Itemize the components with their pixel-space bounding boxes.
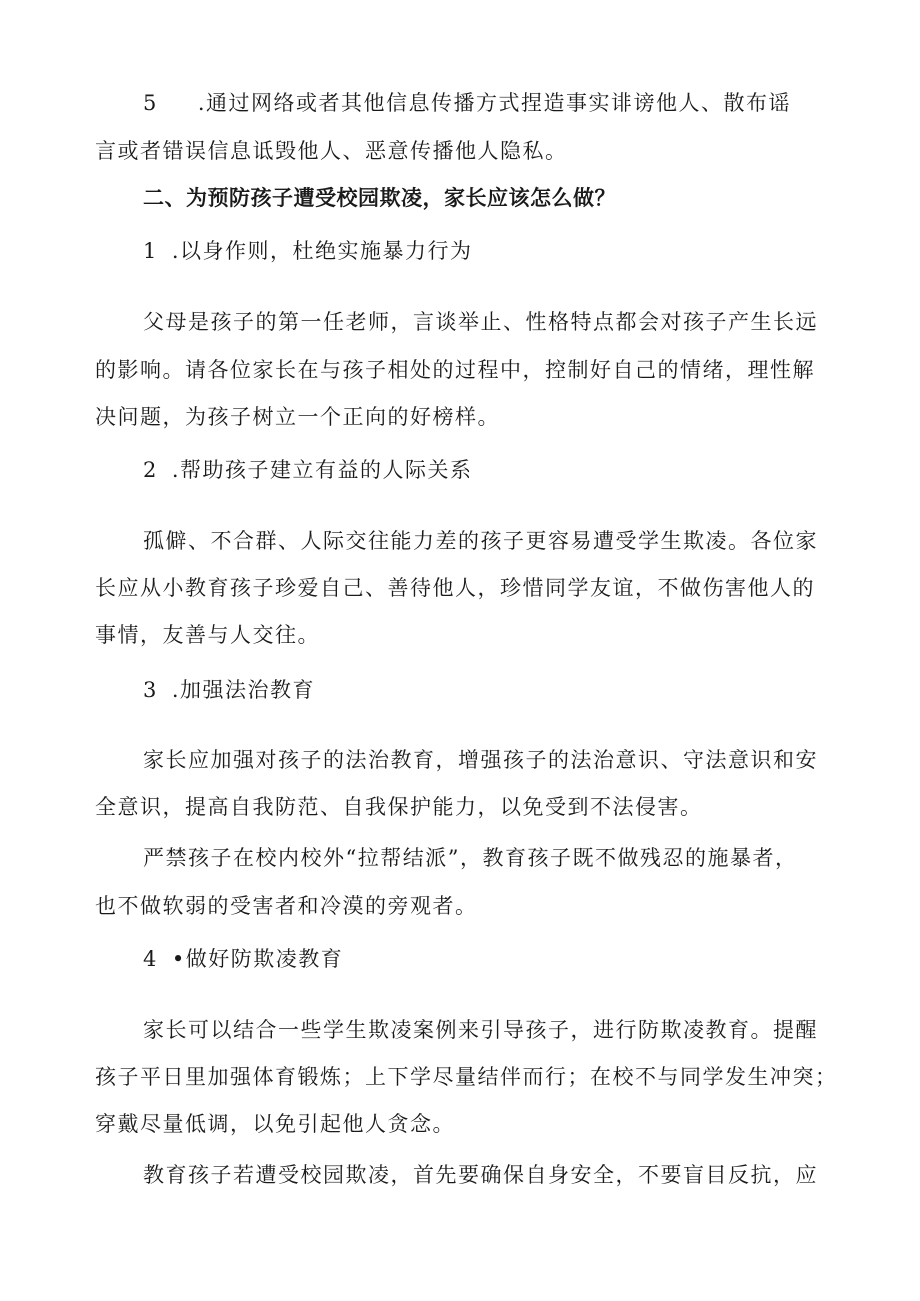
item-5-line-1 — [143, 88, 791, 118]
point-2-para-line-1: 孤僻、不合群、人际交往能力差的孩子更容易遭受学生欺凌。各位家 — [143, 529, 818, 553]
point-1-para-line-2: 的影响。请各位家长在与孩子相处的过程中，控制好自己的情绪，理性解 — [95, 358, 815, 382]
point-1-title — [143, 236, 473, 266]
point-4-title — [143, 944, 343, 974]
point-4-para-line-2: 孩子平日里加强体育锻炼；上下学尽量结伴而行；在校不与同学发生冲突； — [95, 1065, 838, 1089]
point-4-number: 4 — [143, 947, 158, 971]
point-2-number: 2 — [143, 458, 158, 482]
point-1-title-text: .以身作则，杜绝实施暴力行为 — [171, 239, 473, 263]
point-4-title-text: •做好防欺凌教育 — [171, 947, 344, 971]
point-1-number: 1 — [143, 239, 158, 263]
item-5-number: 5 — [143, 91, 158, 115]
point-2-para-line-3: 事情，友善与人交往。 — [95, 623, 320, 647]
point-4-para-line-3: 穿戴尽量低调，以免引起他人贪念。 — [95, 1112, 455, 1136]
point-1-para-line-1: 父母是孩子的第一任老师，言谈举止、性格特点都会对孩子产生长远 — [143, 310, 818, 334]
point-2-para-line-2: 长应从小教育孩子珍爱自己、善待他人，珍惜同学友谊，不做伤害他人的 — [95, 576, 815, 600]
section-heading: 二、为预防孩子遭受校园欺凌，家长应该怎么做？ — [143, 186, 616, 210]
item-5-line-2: 言或者错误信息诋毁他人、恶意传播他人隐私。 — [95, 139, 568, 163]
point-3-number: 3 — [143, 678, 158, 702]
point-4-para-line-1: 家长可以结合一些学生欺凌案例来引导孩子，进行防欺凌教育。提醒 — [143, 1018, 818, 1042]
point-3-para-line-1: 家长应加强对孩子的法治教育，增强孩子的法治意识、守法意识和安 — [143, 748, 818, 772]
point-3-para2-line-2: 也不做软弱的受害者和冷漠的旁观者。 — [95, 894, 478, 918]
point-3-title-text: .加强法治教育 — [171, 678, 316, 702]
point-2-title-text: .帮助孩子建立有益的人际关系 — [171, 458, 473, 482]
point-3-para-line-2: 全意识，提高自我防范、自我保护能力，以免受到不法侵害。 — [95, 795, 703, 819]
point-1-para-line-3: 决问题，为孩子树立一个正向的好榜样。 — [95, 405, 500, 429]
point-4-para2-line-1: 教育孩子若遭受校园欺凌，首先要确保自身安全，不要盲目反抗，应 — [143, 1163, 818, 1187]
point-2-title — [143, 455, 473, 485]
item-5-text: .通过网络或者其他信息传播方式捏造事实诽谤他人、散布谣 — [197, 91, 792, 115]
point-3-title — [143, 675, 315, 705]
point-3-para2-line-1: 严禁孩子在校内校外“拉帮结派”，教育孩子既不做残忍的施暴者， — [143, 846, 798, 870]
